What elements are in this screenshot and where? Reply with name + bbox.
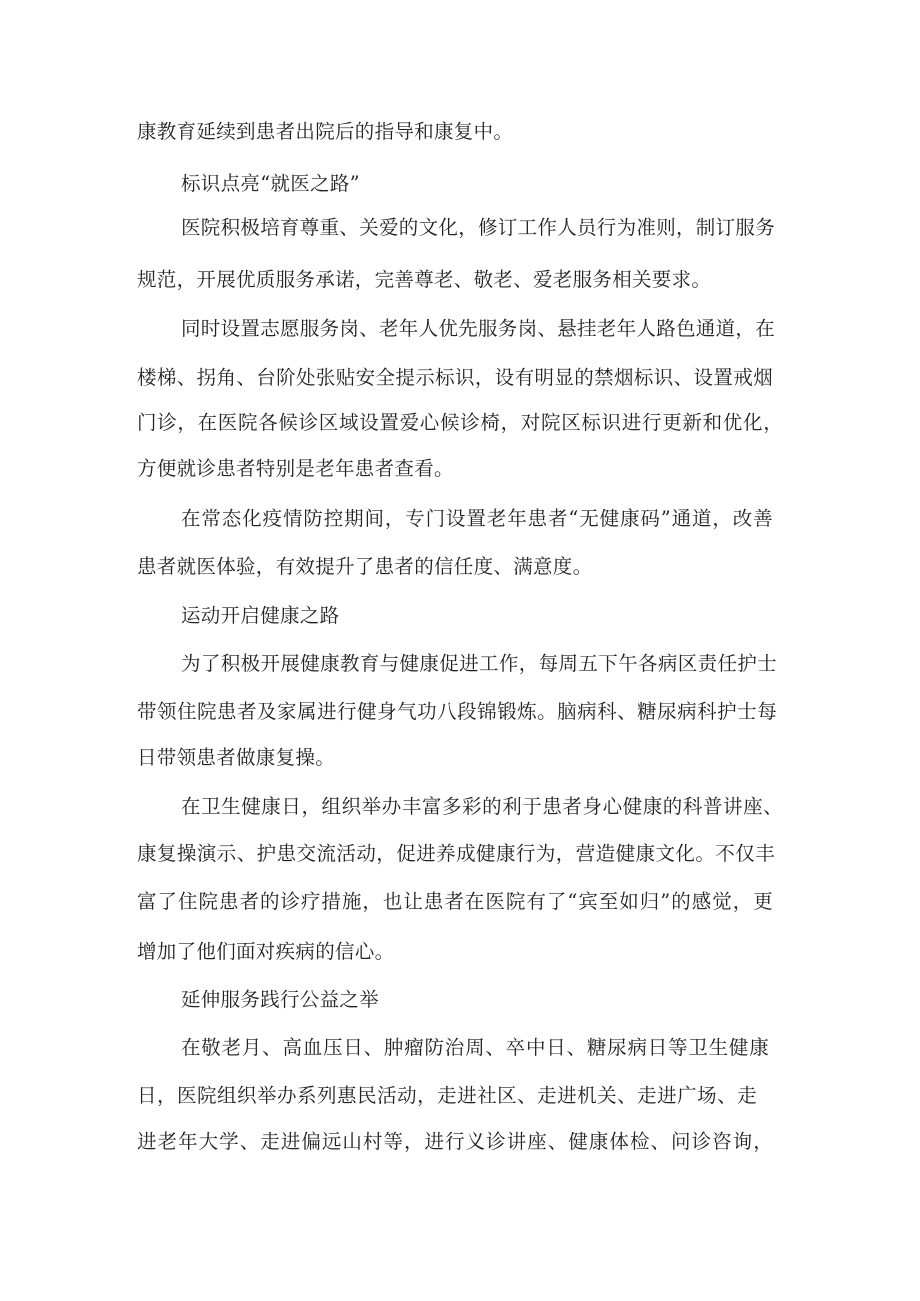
paragraph-line: 带领住院患者及家属进行健身气功八段锦锻炼。脑病科、糖尿病科护士每 xyxy=(137,700,777,723)
paragraph-line: 为了积极开展健康教育与健康促进工作，每周五下午各病区责任护士 xyxy=(181,652,777,675)
section-heading: 标识点亮“就医之路” xyxy=(181,172,360,195)
paragraph-line: 在卫生健康日，组织举办丰富多彩的利于患者身心健康的科普讲座、 xyxy=(181,795,783,818)
paragraph-line: 同时设置志愿服务岗、老年人优先服务岗、悬挂老年人路色通道，在 xyxy=(181,317,776,340)
paragraph-line: 康复操演示、护患交流活动，促进养成健康行为，营造健康文化。不仅丰 xyxy=(137,842,775,865)
paragraph-line: 在敬老月、高血压日、肿瘤防治周、卒中日、糖尿病日等卫生健康 xyxy=(181,1036,769,1059)
paragraph-line: 在常态化疫情防控期间，专门设置老年患者“无健康码”通道，改善 xyxy=(181,507,773,530)
paragraph-line: 进老年大学、走进偏远山村等，进行义诊讲座、健康体检、问诊咨询， xyxy=(137,1130,773,1153)
paragraph-line: 规范，开展优质服务承诺，完善尊老、敬老、爱老服务相关要求。 xyxy=(137,268,712,291)
paragraph-line: 方便就诊患者特别是老年患者查看。 xyxy=(137,457,454,480)
paragraph-line: 日，医院组织举办系列惠民活动，走进社区、走进机关、走进广场、走 xyxy=(137,1084,757,1107)
section-heading: 运动开启健康之路 xyxy=(181,604,340,627)
section-heading: 延伸服务践行公益之举 xyxy=(181,988,380,1011)
paragraph-line: 门诊，在医院各候诊区域设置爱心候诊椅，对院区标识进行更新和优化， xyxy=(137,411,783,434)
paragraph-line: 增加了他们面对疾病的信心。 xyxy=(137,940,395,963)
paragraph-line: 医院积极培育尊重、关爱的文化，修订工作人员行为准则，制订服务 xyxy=(181,216,776,239)
paragraph-line: 日带领患者做康复操。 xyxy=(137,746,336,769)
paragraph-line: 康教育延续到患者出院后的指导和康复中。 xyxy=(137,120,514,143)
paragraph-line: 富了住院患者的诊疗措施，也让患者在医院有了“宾至如归”的感觉，更 xyxy=(137,890,773,913)
paragraph-line: 患者就医体验，有效提升了患者的信任度、满意度。 xyxy=(137,555,593,578)
paragraph-line: 楼梯、拐角、台阶处张贴安全提示标识，设有明显的禁烟标识、设置戒烟 xyxy=(137,366,773,389)
